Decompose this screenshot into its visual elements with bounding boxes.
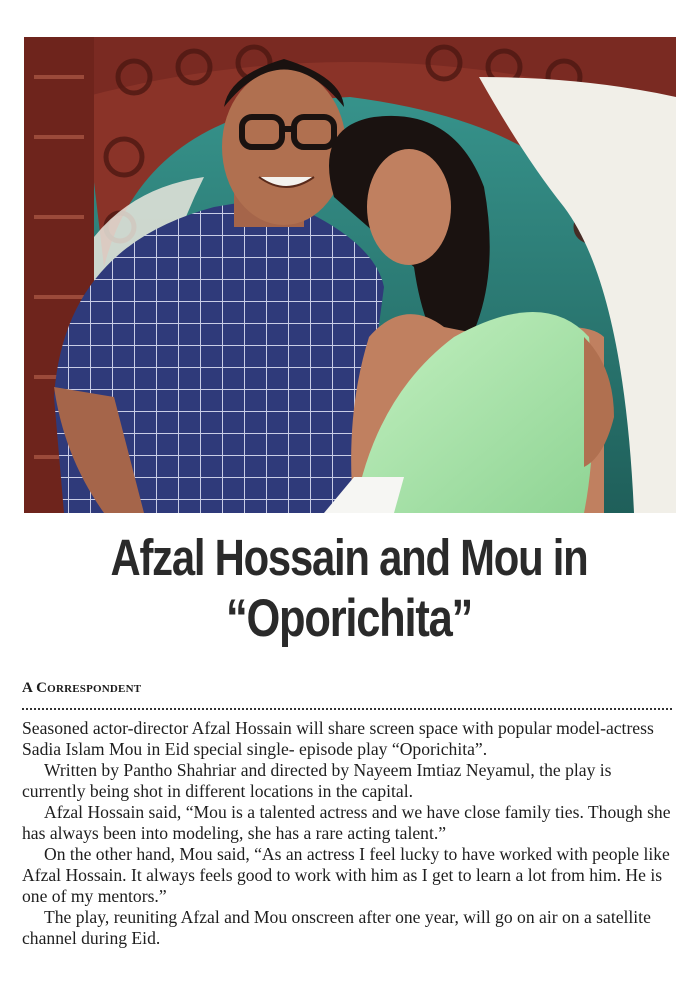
paragraph-4: On the other hand, Mou said, “As an actress I feel lucky to have worked with people like Afzal Hossain. It always feels good to work with him as I get to learn a lot from him. He is one of my mentors.” [22, 844, 670, 906]
byline: A Correspondent [22, 680, 142, 696]
paragraph-1: Seasoned actor-director Afzal Hossain will share screen space with popular model-actress Sadia Islam Mou in Eid special single- episode play “Oporichita”. [22, 718, 654, 759]
headline-line-1: Afzal Hossain and Mou in [110, 529, 588, 586]
article-body [22, 718, 674, 949]
paragraph-3: Afzal Hossain said, “Mou is a talented actress and we have close family ties. Though she has always been into modeling, she has a rare acting talent.” [22, 802, 671, 843]
photo-illustration [24, 37, 676, 513]
article-photo [24, 37, 676, 513]
headline [0, 528, 698, 650]
headline-line-2: “Oporichita” [225, 589, 473, 648]
dotted-divider [22, 708, 672, 710]
paragraph-5: The play, reuniting Afzal and Mou onscreen after one year, will go on air on a satellite channel during Eid. [22, 907, 651, 948]
paragraph-2: Written by Pantho Shahriar and directed by Nayeem Imtiaz Neyamul, the play is currently being shot in different locations in the capital. [22, 760, 612, 801]
